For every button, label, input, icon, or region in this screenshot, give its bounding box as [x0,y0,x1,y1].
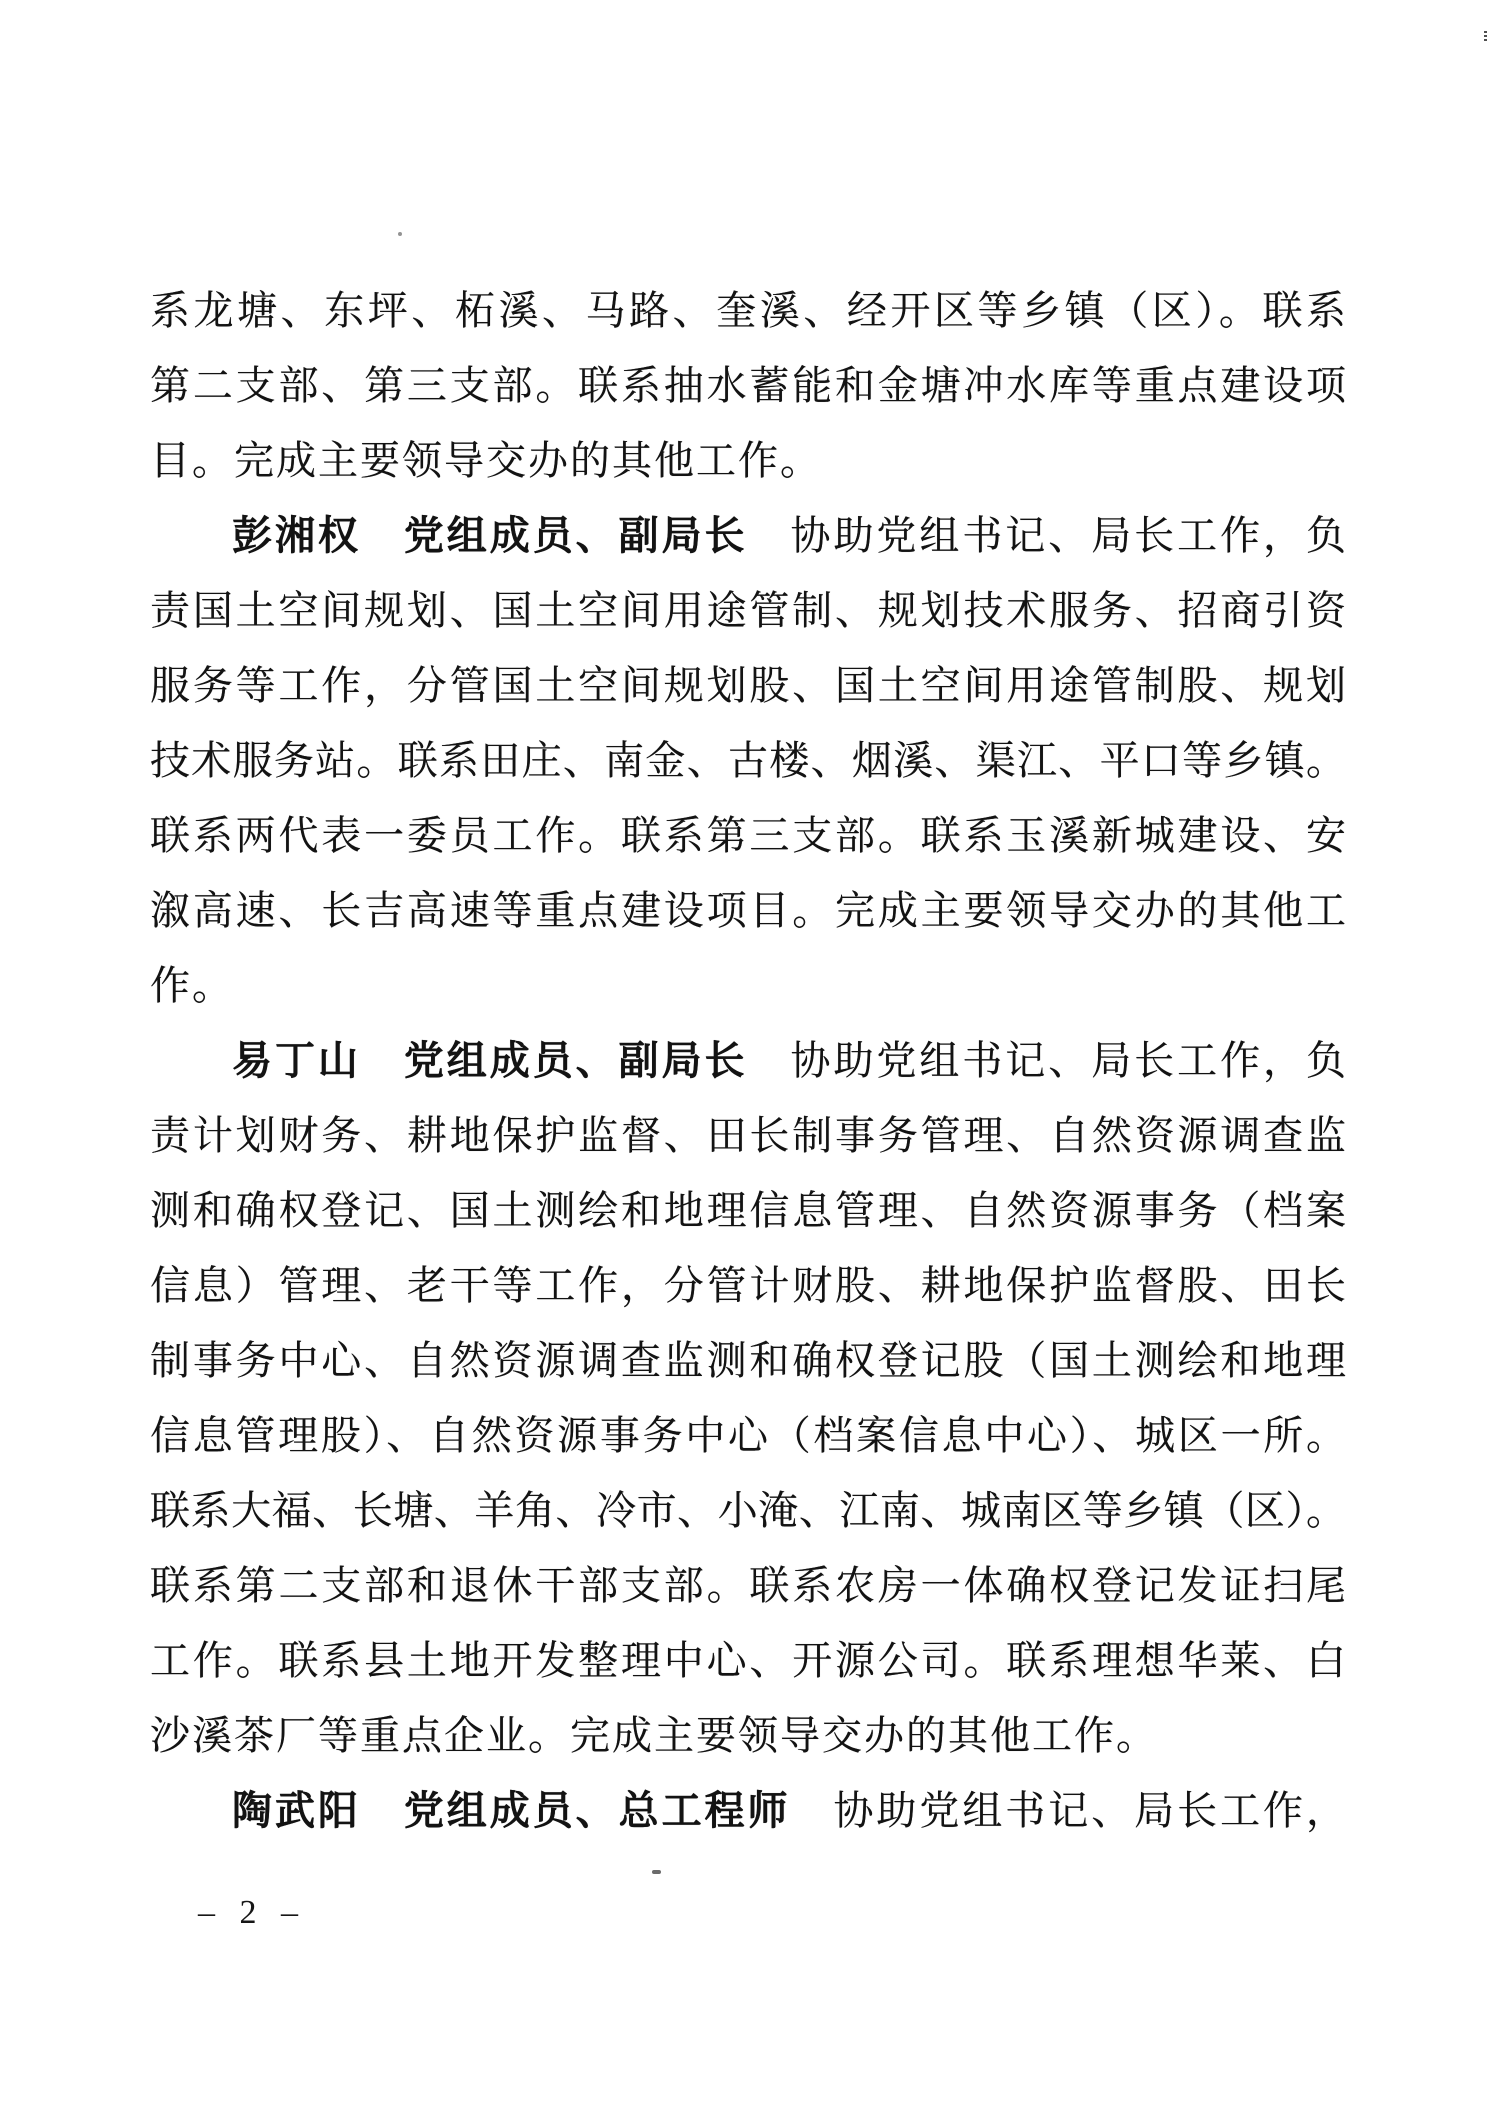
body-text: 服务等工作，分管国土空间规划股、国土空间用途管制股、规划 [150,663,1346,708]
body-line-9 [150,873,1346,948]
body-line-18 [150,1548,1346,1623]
body-text: 溆高速、长吉高速等重点建设项目。完成主要领导交办的其他工 [150,888,1346,933]
body-text: 沙溪茶厂等重点企业。完成主要领导交办的其他工作。 [150,1713,1158,1758]
body-line-3 [150,423,1346,498]
leader-entry-tao-wuyang [150,1773,1346,1848]
body-text: 联系大福、长塘、羊角、冷市、小淹、江南、城南区等乡镇（区）。 [150,1488,1346,1533]
body-line-5 [150,573,1346,648]
body-line-8 [150,798,1346,873]
body-line-19 [150,1623,1346,1698]
body-text: 协助党组书记、局长工作，负 [747,1038,1347,1083]
body-line-1 [150,273,1346,348]
body-text: 第二支部、第三支部。联系抽水蓄能和金塘冲水库等重点建设项 [150,363,1346,408]
body-text: 责国土空间规划、国土空间用途管制、规划技术服务、招商引资 [150,588,1346,633]
body-text: 目。完成主要领导交办的其他工作。 [150,438,822,483]
scan-artifact-edge-mark [1484,31,1487,43]
scan-artifact-dot [652,1870,661,1874]
body-line-7 [150,723,1346,798]
body-text: 责计划财务、耕地保护监督、田长制事务管理、自然资源调查监 [150,1113,1346,1158]
leader-name-title: 彭湘权 党组成员、副局长 [232,513,748,558]
body-text: 制事务中心、自然资源调查监测和确权登记股（国土测绘和地理 [150,1338,1346,1383]
body-line-2 [150,348,1346,423]
leader-name-title: 陶武阳 党组成员、总工程师 [232,1788,791,1833]
body-text: 联系两代表一委员工作。联系第三支部。联系玉溪新城建设、安 [150,813,1346,858]
leader-entry-peng-xiangquan [150,498,1346,573]
body-text: 信息管理股）、自然资源事务中心（档案信息中心）、城区一所。 [150,1413,1346,1458]
body-text: 系龙塘、东坪、柘溪、马路、奎溪、经开区等乡镇（区）。联系 [150,288,1346,333]
leader-entry-yi-dingshan [150,1023,1346,1098]
scan-artifact-dot [398,232,402,236]
body-text: 联系第二支部和退休干部支部。联系农房一体确权登记发证扫尾 [150,1563,1346,1608]
body-text: 协助党组书记、局长工作，负 [747,513,1347,558]
leader-name-title: 易丁山 党组成员、副局长 [232,1038,748,1083]
body-text: 技术服务站。联系田庄、南金、古楼、烟溪、渠江、平口等乡镇。 [150,738,1346,783]
body-line-15 [150,1323,1346,1398]
body-line-20 [150,1698,1346,1773]
body-line-6 [150,648,1346,723]
body-line-12 [150,1098,1346,1173]
body-text: 信息）管理、老干等工作，分管计财股、耕地保护监督股、田长 [150,1263,1346,1308]
page-number: – 2 – [198,1894,306,1931]
body-text: 测和确权登记、国土测绘和地理信息管理、自然资源事务（档案 [150,1188,1346,1233]
body-text: 协助党组书记、局长工作， [790,1788,1347,1833]
body-line-16 [150,1398,1346,1473]
body-line-10 [150,948,1346,1023]
body-line-13 [150,1173,1346,1248]
body-text: 作。 [150,963,234,1008]
document-body [150,273,1346,1848]
body-text: 工作。联系县土地开发整理中心、开源公司。联系理想华莱、白 [150,1638,1346,1683]
body-line-17 [150,1473,1346,1548]
body-line-14 [150,1248,1346,1323]
